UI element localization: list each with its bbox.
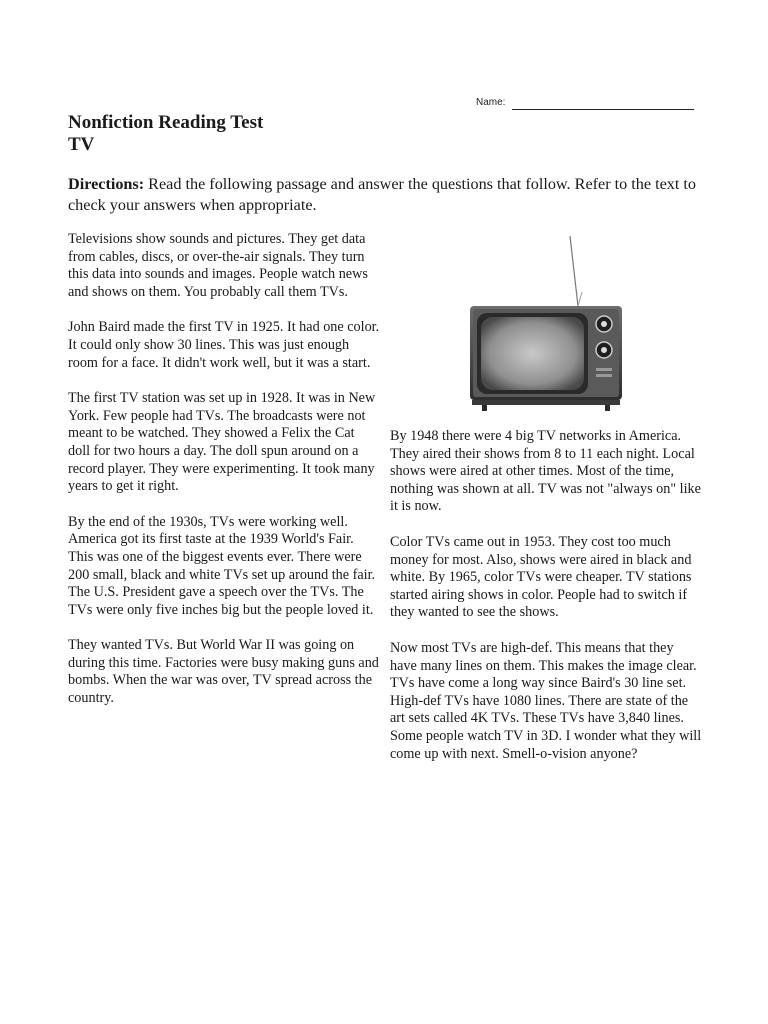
paragraph: Color TVs came out in 1953. They cost too much money for most. Also, shows were aired in black and white. By 1965, color TVs were cheaper. TV stations started airing shows in color. People had to switch if they wanted to see the shows. — [390, 533, 692, 621]
paragraph: John Baird made the first TV in 1925. It had one color. It could only show 30 lines. This was just enough room for a face. It didn't work well, but it was a start. — [68, 319, 380, 371]
paragraph: By 1948 there were 4 big TV networks in America. They aired their shows from 8 to 11 each night. Local shows were aired at other times. Most of the time, nothing was shown at all. TV was not "always on" like it is now. — [390, 428, 701, 515]
directions-text: Read the following passage and answer the questions that follow. Refer to the text to check your answers when appropriate. — [68, 175, 697, 214]
paragraph: Televisions show sounds and pictures. They get data from cables, discs, or over-the-air signals. They turn this data into sounds and images. People watch news and shows on them. You probably call them TVs. — [68, 231, 368, 300]
paragraph: The first TV station was set up in 1928. It was in New York. Few people had TVs. The broadcasts were not meant to be watched. They showed a Felix the Cat doll for two hours a day. The doll spun around on a record player. They were experimenting. It took many years to get it right. — [68, 390, 376, 495]
directions — [68, 174, 708, 216]
name-label: Name: — [476, 97, 506, 108]
page-subtitle: TV — [68, 134, 95, 155]
page-title: Nonfiction Reading Test — [68, 112, 264, 133]
directions-label: Directions: — [68, 175, 145, 193]
name-field-line[interactable] — [512, 109, 694, 110]
right-column — [390, 428, 702, 781]
left-column — [68, 231, 380, 726]
paragraph: They wanted TVs. But World War II was going on during this time. Factories were busy making guns and bombs. When the war was over, TV spread across the country. — [68, 637, 379, 707]
vintage-tv-illustration — [470, 232, 625, 412]
paragraph: By the end of the 1930s, TVs were working well. America got its first taste at the 1939 World's Fair. This was one of the biggest events ever. There were 200 small, black and white TVs set up around the fair. The U.S. President gave a speech over the TVs. The TVs were only five inches big but the people loved it. — [68, 513, 376, 618]
paragraph: Now most TVs are high-def. This means that they have many lines on them. This makes the image clear. TVs have come a long way since Baird's 30 line set. High-def TVs have 1080 lines. There are state of the art sets called 4K TVs. These TVs have 3,840 lines. Some people watch TV in 3D. I wonder what they will come up with next. Smell-o-vision anyone? — [390, 639, 702, 762]
